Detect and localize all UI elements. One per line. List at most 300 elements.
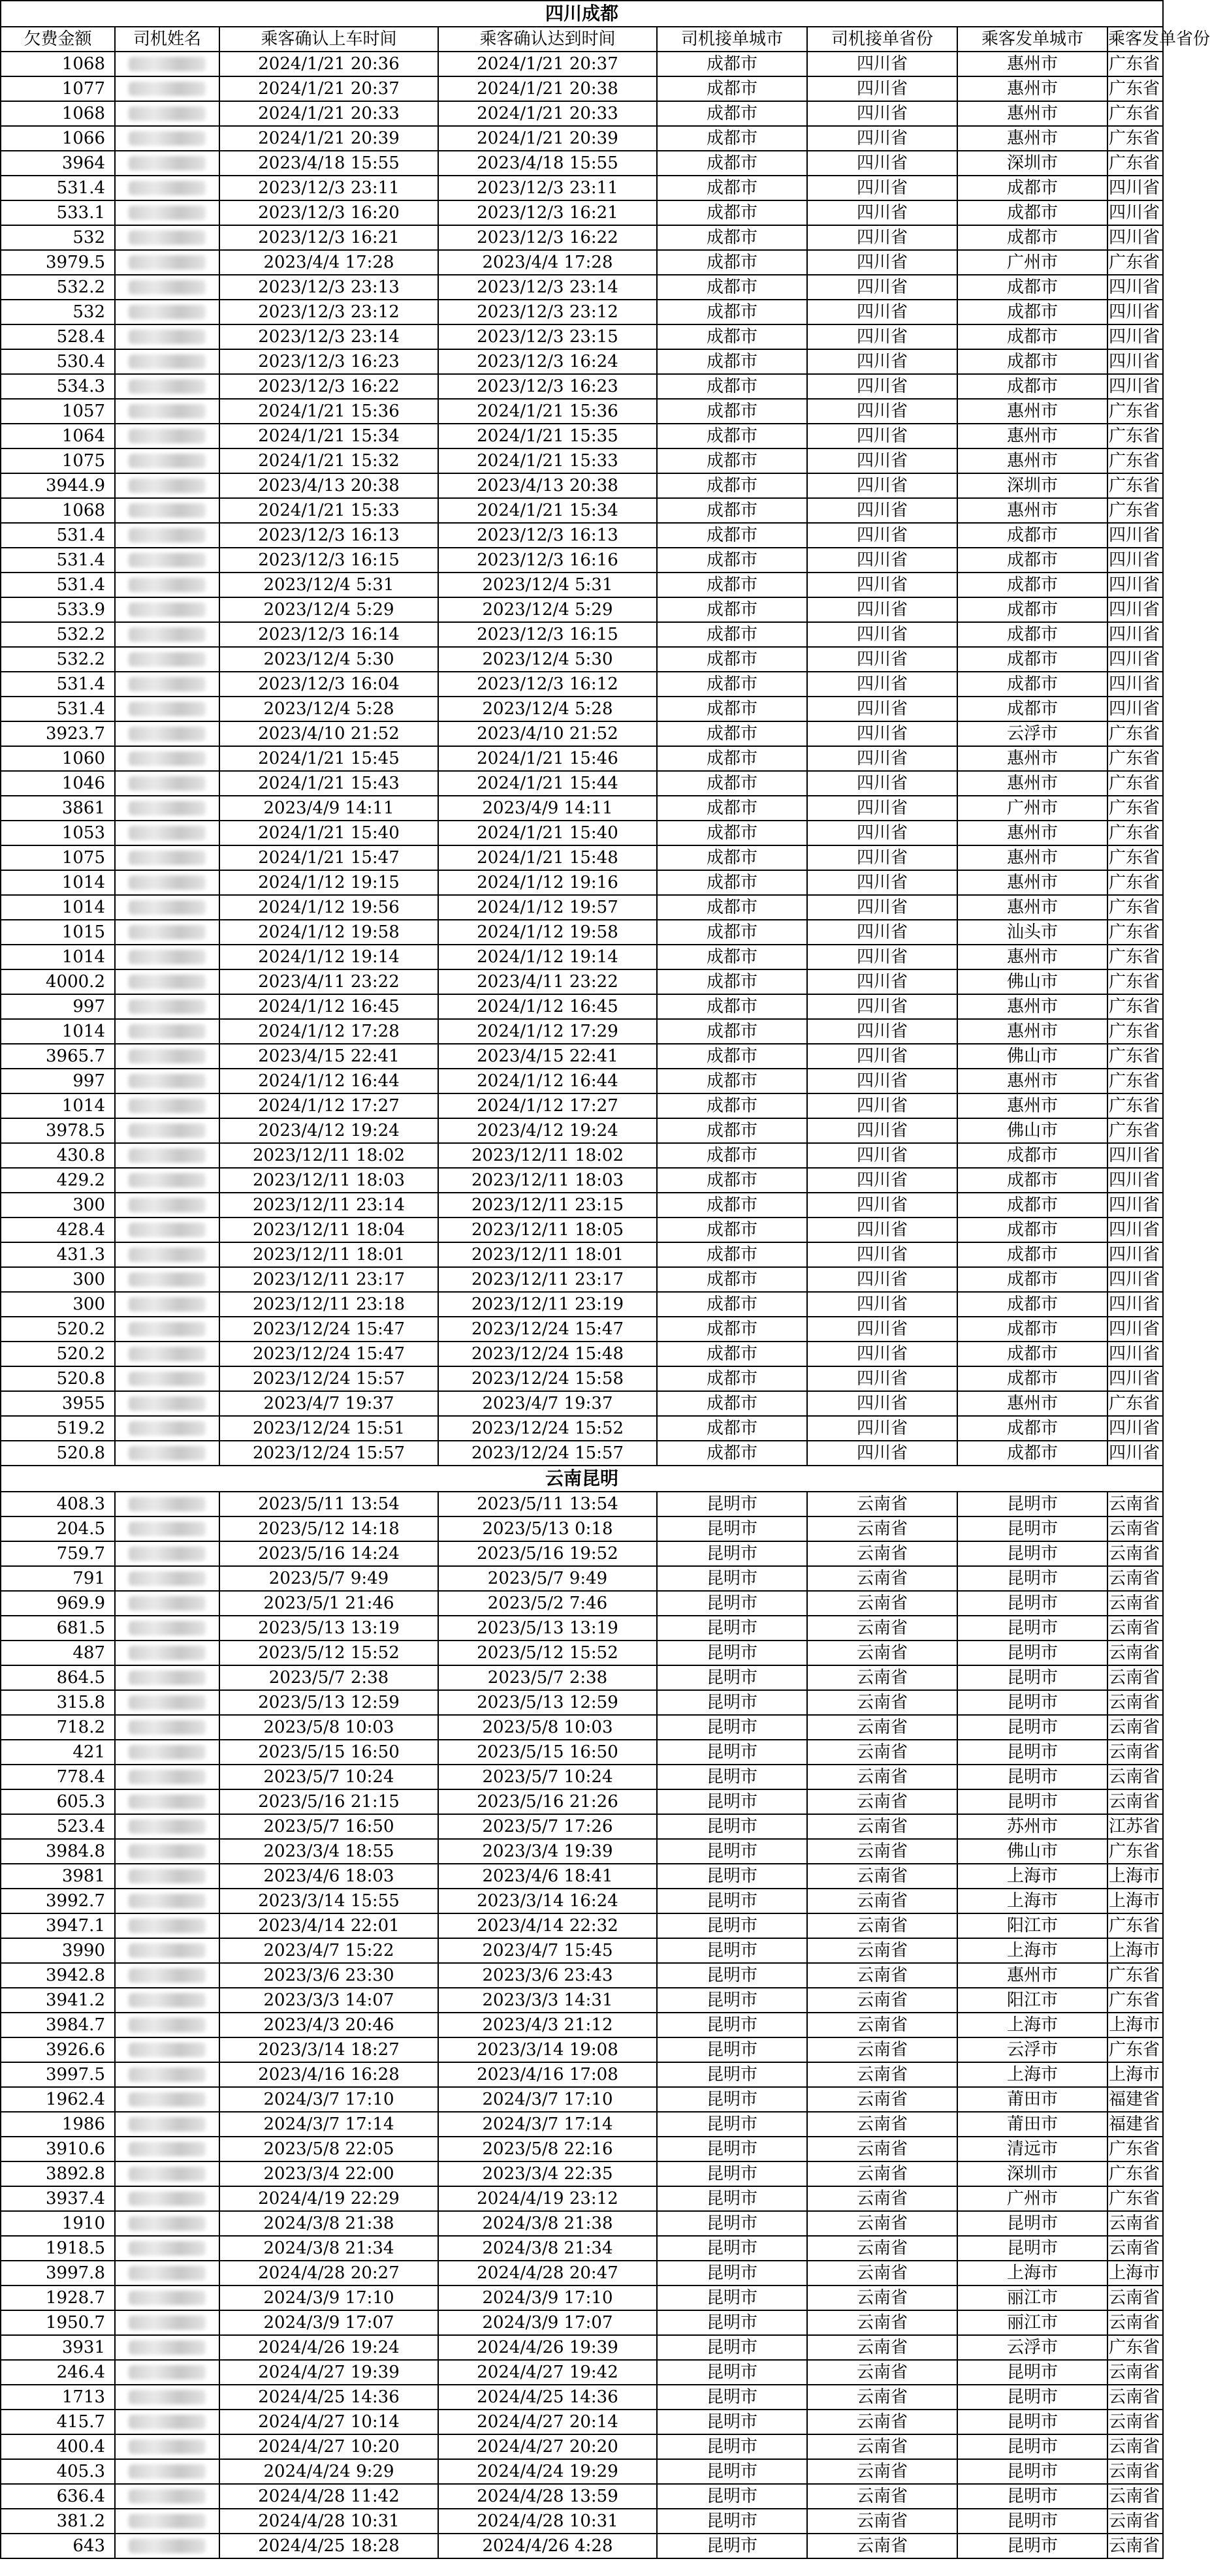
table-row [1,771,1163,796]
passenger-city-cell: 惠州市 [957,1069,1107,1093]
driver-city-cell: 成都市 [657,1168,807,1193]
amount-cell: 532 [1,225,115,250]
driver-city-cell: 昆明市 [657,1938,807,1963]
redacted-name-blur [129,1297,206,1312]
redacted-name-blur [129,900,206,915]
redacted-name-blur [129,1123,206,1138]
arrival-time-cell: 2024/1/21 20:38 [438,76,657,101]
driver-name-cell [115,1044,219,1069]
table-row [1,2037,1163,2062]
passenger-province-cell: 广东省 [1107,1391,1163,1416]
passenger-province-cell: 四川省 [1107,1168,1163,1193]
table-row [1,2509,1163,2534]
pickup-time-cell: 2024/1/21 15:43 [219,771,438,796]
driver-name-cell [115,721,219,746]
pickup-time-cell: 2024/4/28 20:27 [219,2261,438,2285]
arrival-time-cell: 2023/3/14 19:08 [438,2037,657,2062]
table-row [1,845,1163,870]
driver-city-cell: 成都市 [657,771,807,796]
redacted-name-blur [129,528,206,542]
pickup-time-cell: 2023/3/6 23:30 [219,1963,438,1988]
pickup-time-cell: 2023/12/24 15:57 [219,1366,438,1391]
redacted-name-blur [129,1024,206,1039]
pickup-time-cell: 2023/12/11 23:18 [219,1292,438,1317]
passenger-province-cell: 江苏省 [1107,1814,1163,1839]
driver-province-cell: 四川省 [807,250,957,275]
redacted-name-blur [129,1943,206,1958]
driver-city-cell: 昆明市 [657,1988,807,2013]
driver-city-cell: 成都市 [657,498,807,523]
driver-name-cell [115,250,219,275]
driver-name-cell [115,1093,219,1118]
table-row [1,1416,1163,1441]
redacted-name-blur [129,1646,206,1660]
driver-city-cell: 成都市 [657,1342,807,1366]
pickup-time-cell: 2024/1/12 19:58 [219,920,438,945]
redacted-name-blur [129,999,206,1014]
amount-cell: 3965.7 [1,1044,115,1069]
amount-cell: 1918.5 [1,2236,115,2261]
arrival-time-cell: 2023/5/13 12:59 [438,1690,657,1715]
passenger-city-cell: 昆明市 [957,1715,1107,1740]
pickup-time-cell: 2023/12/4 5:31 [219,573,438,597]
passenger-city-cell: 深圳市 [957,2161,1107,2186]
arrival-time-cell: 2023/4/15 22:41 [438,1044,657,1069]
driver-city-cell: 成都市 [657,349,807,374]
driver-city-cell: 昆明市 [657,2534,807,2558]
redacted-name-blur [129,1522,206,1536]
passenger-city-cell: 成都市 [957,697,1107,721]
passenger-province-cell: 四川省 [1107,1342,1163,1366]
arrival-time-cell: 2023/12/3 23:11 [438,176,657,200]
amount-cell: 523.4 [1,1814,115,1839]
arrival-time-cell: 2024/4/27 20:20 [438,2434,657,2459]
driver-city-cell: 成都市 [657,1441,807,1466]
passenger-province-cell: 四川省 [1107,697,1163,721]
redacted-name-blur [129,2365,206,2380]
driver-city-cell: 昆明市 [657,1740,807,1765]
passenger-city-cell: 成都市 [957,523,1107,548]
pickup-time-cell: 2024/1/21 15:33 [219,498,438,523]
amount-cell: 381.2 [1,2509,115,2534]
driver-name-cell [115,126,219,151]
amount-cell: 1014 [1,1019,115,1044]
driver-name-cell [115,994,219,1019]
table-row [1,1391,1163,1416]
arrival-time-cell: 2023/5/12 15:52 [438,1641,657,1665]
driver-city-cell: 成都市 [657,473,807,498]
table-row [1,821,1163,845]
redacted-name-blur [129,2043,206,2057]
passenger-province-cell: 云南省 [1107,2360,1163,2385]
driver-city-cell: 昆明市 [657,1616,807,1641]
table-row [1,1267,1163,1292]
driver-name-cell [115,2385,219,2410]
table-row [1,622,1163,647]
redacted-name-blur [129,875,206,890]
arrival-time-cell: 2023/3/4 19:39 [438,1839,657,1864]
arrival-time-cell: 2024/1/12 19:16 [438,870,657,895]
table-row [1,2385,1163,2410]
amount-cell: 531.4 [1,176,115,200]
passenger-city-cell: 惠州市 [957,52,1107,76]
driver-city-cell: 成都市 [657,275,807,300]
table-row [1,870,1163,895]
driver-province-cell: 四川省 [807,324,957,349]
passenger-province-cell: 四川省 [1107,1193,1163,1217]
driver-province-cell: 四川省 [807,845,957,870]
amount-cell: 636.4 [1,2484,115,2509]
driver-province-cell: 四川省 [807,647,957,672]
redacted-name-blur [129,2167,206,2181]
arrival-time-cell: 2024/1/21 15:34 [438,498,657,523]
amount-cell: 997 [1,1069,115,1093]
amount-cell: 531.4 [1,697,115,721]
redacted-name-blur [129,82,206,96]
arrival-time-cell: 2024/1/21 15:35 [438,424,657,448]
pickup-time-cell: 2023/12/3 16:22 [219,374,438,399]
table-row [1,969,1163,994]
driver-city-cell: 昆明市 [657,2310,807,2335]
driver-name-cell [115,1641,219,1665]
passenger-province-cell: 四川省 [1107,200,1163,225]
table-row [1,1789,1163,1814]
passenger-province-cell: 云南省 [1107,2410,1163,2434]
amount-cell: 681.5 [1,1616,115,1641]
redacted-name-blur [129,677,206,691]
driver-province-cell: 四川省 [807,101,957,126]
passenger-province-cell: 云南省 [1107,1541,1163,1566]
amount-cell: 3923.7 [1,721,115,746]
table-row [1,1963,1163,1988]
passenger-province-cell: 云南省 [1107,1740,1163,1765]
amount-cell: 1928.7 [1,2285,115,2310]
section-title-row [1,1466,1163,1492]
passenger-province-cell: 云南省 [1107,2285,1163,2310]
arrival-time-cell: 2024/4/28 10:31 [438,2509,657,2534]
driver-province-cell: 云南省 [807,1516,957,1541]
passenger-city-cell: 惠州市 [957,845,1107,870]
passenger-city-cell: 惠州市 [957,1391,1107,1416]
pickup-time-cell: 2024/4/25 14:36 [219,2385,438,2410]
passenger-city-cell: 上海市 [957,2013,1107,2037]
table-row [1,721,1163,746]
arrival-time-cell: 2023/12/4 5:29 [438,597,657,622]
amount-cell: 3926.6 [1,2037,115,2062]
arrival-time-cell: 2024/1/12 17:29 [438,1019,657,1044]
driver-name-cell [115,821,219,845]
passenger-city-cell: 云浮市 [957,721,1107,746]
pickup-time-cell: 2023/4/12 19:24 [219,1118,438,1143]
table-row [1,796,1163,821]
table-row [1,349,1163,374]
table-row [1,895,1163,920]
driver-name-cell [115,1342,219,1366]
passenger-province-cell: 广东省 [1107,870,1163,895]
passenger-city-cell: 苏州市 [957,1814,1107,1839]
redacted-name-blur [129,1571,206,1586]
driver-city-cell: 成都市 [657,126,807,151]
table-row [1,1889,1163,1913]
driver-name-cell [115,2062,219,2087]
driver-name-cell [115,697,219,721]
table-row [1,1317,1163,1342]
driver-name-cell [115,1069,219,1093]
redacted-name-blur [129,503,206,518]
driver-province-cell: 四川省 [807,1242,957,1267]
driver-province-cell: 云南省 [807,1938,957,1963]
pickup-time-cell: 2023/12/4 5:28 [219,697,438,721]
passenger-province-cell: 四川省 [1107,1317,1163,1342]
driver-province-cell: 四川省 [807,300,957,324]
driver-province-cell: 云南省 [807,2062,957,2087]
arrival-time-cell: 2023/5/13 0:18 [438,1516,657,1541]
driver-city-cell: 成都市 [657,870,807,895]
passenger-province-cell: 广东省 [1107,52,1163,76]
arrival-time-cell: 2023/12/11 23:19 [438,1292,657,1317]
arrival-time-cell: 2023/4/14 22:32 [438,1913,657,1938]
pickup-time-cell: 2024/3/8 21:34 [219,2236,438,2261]
driver-name-cell [115,1889,219,1913]
passenger-city-cell: 昆明市 [957,2509,1107,2534]
driver-city-cell: 成都市 [657,200,807,225]
redacted-name-blur [129,1919,206,1933]
table-row [1,920,1163,945]
passenger-city-cell: 昆明市 [957,1789,1107,1814]
driver-province-cell: 云南省 [807,1740,957,1765]
amount-cell: 1060 [1,746,115,771]
amount-cell: 1015 [1,920,115,945]
driver-city-cell: 成都市 [657,523,807,548]
arrival-time-cell: 2024/3/9 17:10 [438,2285,657,2310]
pickup-time-cell: 2024/1/21 15:45 [219,746,438,771]
pickup-time-cell: 2023/4/6 18:03 [219,1864,438,1889]
passenger-city-cell: 昆明市 [957,2211,1107,2236]
driver-province-cell: 四川省 [807,771,957,796]
passenger-province-cell: 云南省 [1107,2434,1163,2459]
driver-city-cell: 成都市 [657,1267,807,1292]
driver-city-cell: 昆明市 [657,1665,807,1690]
pickup-time-cell: 2023/4/3 20:46 [219,2013,438,2037]
driver-province-cell: 四川省 [807,597,957,622]
arrival-time-cell: 2023/12/3 23:14 [438,275,657,300]
driver-name-cell [115,2360,219,2385]
driver-name-cell [115,1789,219,1814]
table-row [1,473,1163,498]
amount-cell: 204.5 [1,1516,115,1541]
driver-province-cell: 云南省 [807,1616,957,1641]
driver-province-cell: 四川省 [807,1317,957,1342]
passenger-city-cell: 昆明市 [957,1492,1107,1516]
table-row [1,176,1163,200]
passenger-province-cell: 云南省 [1107,1641,1163,1665]
arrival-time-cell: 2024/1/12 19:57 [438,895,657,920]
passenger-province-cell: 广东省 [1107,151,1163,176]
pickup-time-cell: 2023/5/7 10:24 [219,1765,438,1789]
driver-province-cell: 四川省 [807,1441,957,1466]
passenger-province-cell: 四川省 [1107,597,1163,622]
driver-city-cell: 成都市 [657,647,807,672]
redacted-name-blur [129,2390,206,2404]
passenger-city-cell: 深圳市 [957,473,1107,498]
amount-cell: 1014 [1,895,115,920]
driver-province-cell: 四川省 [807,672,957,697]
passenger-city-cell: 惠州市 [957,498,1107,523]
redacted-name-blur [129,404,206,418]
arrival-time-cell: 2024/1/21 15:40 [438,821,657,845]
passenger-province-cell: 广东省 [1107,2335,1163,2360]
pickup-time-cell: 2024/1/21 20:37 [219,76,438,101]
table-row [1,2087,1163,2112]
redacted-name-blur [129,1074,206,1088]
driver-name-cell [115,176,219,200]
driver-city-cell: 成都市 [657,1118,807,1143]
driver-city-cell: 昆明市 [657,2459,807,2484]
arrival-time-cell: 2024/4/28 13:59 [438,2484,657,2509]
passenger-city-cell: 佛山市 [957,1118,1107,1143]
table-row [1,76,1163,101]
passenger-province-cell: 云南省 [1107,1516,1163,1541]
arrival-time-cell: 2023/4/4 17:28 [438,250,657,275]
driver-city-cell: 昆明市 [657,2062,807,2087]
arrival-time-cell: 2023/12/4 5:31 [438,573,657,597]
arrival-time-cell: 2023/12/3 16:21 [438,200,657,225]
passenger-city-cell: 汕头市 [957,920,1107,945]
table-row [1,2459,1163,2484]
amount-cell: 643 [1,2534,115,2558]
table-row [1,126,1163,151]
driver-province-cell: 四川省 [807,796,957,821]
driver-name-cell [115,2161,219,2186]
passenger-city-cell: 成都市 [957,1193,1107,1217]
redacted-name-blur [129,1248,206,1262]
amount-cell: 3997.8 [1,2261,115,2285]
table-row [1,2137,1163,2161]
pickup-time-cell: 2024/1/12 19:15 [219,870,438,895]
redacted-name-blur [129,975,206,989]
amount-cell: 3937.4 [1,2186,115,2211]
passenger-province-cell: 云南省 [1107,1591,1163,1616]
amount-cell: 530.4 [1,349,115,374]
pickup-time-cell: 2023/4/18 15:55 [219,151,438,176]
driver-province-cell: 四川省 [807,200,957,225]
table-row [1,1641,1163,1665]
driver-city-cell: 成都市 [657,52,807,76]
pickup-time-cell: 2024/3/8 21:38 [219,2211,438,2236]
pickup-time-cell: 2023/12/11 23:17 [219,1267,438,1292]
driver-province-cell: 云南省 [807,2037,957,2062]
redacted-name-blur [129,2241,206,2255]
driver-name-cell [115,573,219,597]
amount-cell: 3955 [1,1391,115,1416]
passenger-city-cell: 成都市 [957,672,1107,697]
arrival-time-cell: 2023/4/3 21:12 [438,2013,657,2037]
passenger-city-cell: 莆田市 [957,2087,1107,2112]
column-header: 乘客发单城市 [957,27,1107,52]
passenger-city-cell: 上海市 [957,1889,1107,1913]
redacted-name-blur [129,1446,206,1460]
driver-name-cell [115,300,219,324]
pickup-time-cell: 2023/12/4 5:30 [219,647,438,672]
passenger-city-cell: 成都市 [957,1168,1107,1193]
passenger-province-cell: 广东省 [1107,126,1163,151]
passenger-city-cell: 云浮市 [957,2335,1107,2360]
driver-name-cell [115,1416,219,1441]
table-row [1,1093,1163,1118]
driver-name-cell [115,1019,219,1044]
redacted-name-blur [129,1819,206,1834]
driver-name-cell [115,2137,219,2161]
passenger-province-cell: 云南省 [1107,1616,1163,1641]
redacted-name-blur [129,280,206,294]
pickup-time-cell: 2023/4/16 16:28 [219,2062,438,2087]
passenger-province-cell: 云南省 [1107,1715,1163,1740]
amount-cell: 520.8 [1,1366,115,1391]
arrival-time-cell: 2023/12/24 15:48 [438,1342,657,1366]
driver-name-cell [115,2285,219,2310]
passenger-province-cell: 四川省 [1107,176,1163,200]
driver-province-cell: 四川省 [807,1143,957,1168]
driver-city-cell: 成都市 [657,796,807,821]
driver-province-cell: 云南省 [807,2087,957,2112]
passenger-province-cell: 四川省 [1107,1441,1163,1466]
pickup-time-cell: 2023/12/3 16:13 [219,523,438,548]
table-row [1,1516,1163,1541]
pickup-time-cell: 2023/12/24 15:51 [219,1416,438,1441]
driver-province-cell: 云南省 [807,2459,957,2484]
driver-name-cell [115,1839,219,1864]
passenger-province-cell: 广东省 [1107,399,1163,424]
driver-province-cell: 云南省 [807,1690,957,1715]
redacted-name-blur [129,603,206,617]
driver-province-cell: 四川省 [807,424,957,448]
table-row [1,1690,1163,1715]
driver-city-cell: 成都市 [657,1242,807,1267]
amount-cell: 3947.1 [1,1913,115,1938]
amount-cell: 864.5 [1,1665,115,1690]
redacted-name-blur [129,652,206,667]
driver-name-cell [115,647,219,672]
passenger-province-cell: 广东省 [1107,448,1163,473]
passenger-city-cell: 惠州市 [957,1093,1107,1118]
amount-cell: 533.1 [1,200,115,225]
driver-province-cell: 云南省 [807,1988,957,2013]
arrival-time-cell: 2024/4/26 19:39 [438,2335,657,2360]
passenger-city-cell: 惠州市 [957,1019,1107,1044]
redacted-name-blur [129,2018,206,2032]
passenger-province-cell: 广东省 [1107,2161,1163,2186]
passenger-province-cell: 云南省 [1107,1492,1163,1516]
pickup-time-cell: 2023/5/12 14:18 [219,1516,438,1541]
amount-cell: 408.3 [1,1492,115,1516]
passenger-province-cell: 广东省 [1107,821,1163,845]
table-row [1,1541,1163,1566]
passenger-city-cell: 昆明市 [957,2534,1107,2558]
passenger-province-cell: 广东省 [1107,498,1163,523]
driver-name-cell [115,1441,219,1466]
driver-province-cell: 四川省 [807,895,957,920]
redacted-name-blur [129,106,206,121]
passenger-city-cell: 昆明市 [957,1690,1107,1715]
driver-province-cell: 云南省 [807,2211,957,2236]
pickup-time-cell: 2024/1/21 20:33 [219,101,438,126]
passenger-city-cell: 佛山市 [957,969,1107,994]
passenger-province-cell: 广东省 [1107,746,1163,771]
pickup-time-cell: 2023/5/7 2:38 [219,1665,438,1690]
driver-name-cell [115,1963,219,1988]
amount-cell: 1962.4 [1,2087,115,2112]
redacted-name-blur [129,1099,206,1113]
